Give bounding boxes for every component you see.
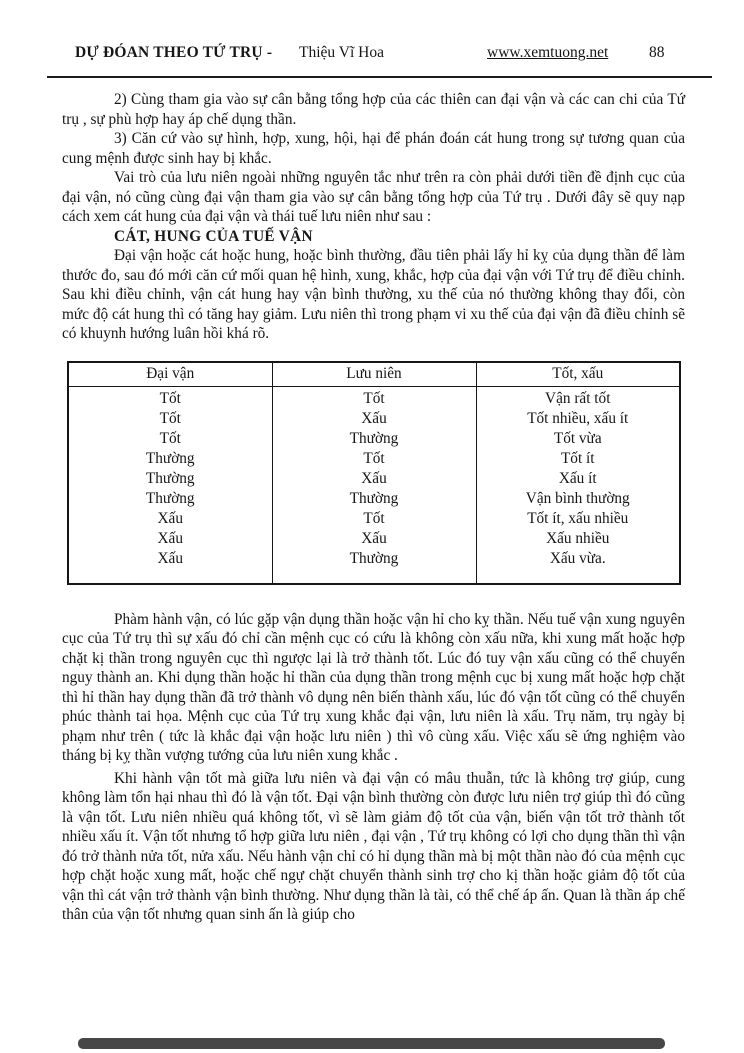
website-link[interactable]: www.xemtuong.net xyxy=(487,44,609,61)
table-row xyxy=(68,489,680,509)
table-header-row xyxy=(68,362,680,387)
table-cell: Thường xyxy=(272,429,476,449)
section-heading: CÁT, HUNG CỦA TUẾ VẬN xyxy=(114,227,313,245)
paragraph-pham-hanh-van: Phàm hành vận, có lúc gặp vận dụng thần hoặc vận hỉ cho kỵ thần. Nếu tuế vận xung nguyên cục của Tứ trụ thì sự xấu đó chỉ cần mệnh cục có cứu là không còn xấu nữa, khi xung mất hoặc hợp chặt kị thần trong nguyên cục thì ngược lại là trở thành tốt. Lúc đó tuy vận xấu cũng có thể chuyển nguy thành an. Khi dụng thần hoặc hỉ thần của dụng thần trong mệnh cục bị xung mất hoặc hợp chặt thì hỉ thần hay dụng thần đã trở thành vô dụng nên biến thành xấu, lúc đó vận tốt cũng có thể chuyển phúc thành tai họa. Mệnh cục của Tứ trụ xung khắc đại vận, lưu niên là xấu. Trụ năm, trụ ngày bị phạm như trên ( tức là khắc đại vận hoặc lưu niên ) thì vô cùng xấu. Việc xấu sẽ ứng nghiệm vào tháng bị kỵ thần vượng tướng của lưu niên xung khắc . xyxy=(62,610,685,764)
text-column xyxy=(62,90,685,925)
column-header-dai-van: Đại vận xyxy=(68,362,272,387)
paragraph-item-2: 2) Cùng tham gia vào sự cân bằng tổng hợp của các thiên can đại vận và các can chi của Tứ trụ , sự phù hợp hay áp chế dụng thần. xyxy=(62,91,685,128)
table-cell: Xấu xyxy=(68,529,272,549)
paragraph-item-3: 3) Căn cứ vào sự hình, hợp, xung, hội, hại để phán đoán cát hung trong sự tương quan của cung mệnh được sinh hay bị khắc. xyxy=(62,130,685,167)
page-number: 88 xyxy=(649,44,665,61)
book-title: DỰ ĐÓAN THEO TỨ TRỤ - xyxy=(75,44,273,61)
paragraph-khi-hanh-van: Khi hành vận tốt mà giữa lưu niên và đại vận có mâu thuẫn, tức là không trợ giúp, cung không làm tổn hại nhau thì đó là vận tốt. Đại vận bình thường còn được lưu niên trợ giúp thì đó cũng là vận tốt. Lưu niên nhiều quá không tốt, vì sẽ làm giảm độ tốt của vận, biến vận tốt trở thành tốt nhiều xấu ít. Vận tốt nhưng tổ hợp giữa lưu niên , đại vận , Tứ trụ không có lợi cho dụng thần thì vận đó trở thành nửa tốt, nửa xấu. Nếu hành vận chỉ có hỉ dụng thần mà bị một thần nào đó của mệnh cục hợp chặt hoặc xung mất, hoặc chế ngự chặt chuyển thành sinh trợ cho kị thần hoặc giảm độ tốt của vận thì cát vận trở thành vận bình thường. Như dụng thần là tài, có thể chế áp ấn. Quan là thần áp chế thân của vận tốt nhưng quan sinh ấn là giúp cho xyxy=(62,769,685,923)
table-cell: Xấu ít xyxy=(476,469,680,489)
table-cell: Thường xyxy=(68,469,272,489)
page-header xyxy=(0,44,744,64)
table-cell: Tốt ít, xấu nhiều xyxy=(476,509,680,529)
table-cell: Tốt ít xyxy=(476,449,680,469)
column-header-luu-nien: Lưu niên xyxy=(272,362,476,387)
table-row xyxy=(68,429,680,449)
tue-van-table xyxy=(67,361,681,585)
column-header-tot-xau: Tốt, xấu xyxy=(476,362,680,387)
tue-van-table-body xyxy=(68,386,680,584)
table-cell: Tốt xyxy=(68,386,272,409)
table-cell: Tốt xyxy=(68,429,272,449)
table-cell: Tốt xyxy=(272,386,476,409)
table-cell: Thường xyxy=(272,549,476,584)
table-row xyxy=(68,529,680,549)
paragraph-luu-nien: Vai trò của lưu niên ngoài những nguyên tắc như trên ra còn phải dưới tiền đề định cục của đại vận, nó cũng cùng đại vận tham gia vào sự cân bằng tổng hợp của Tứ trụ . Dưới đây sẽ quy nạp cách xem cát hung của đại vận và thái tuế lưu niên như sau : xyxy=(62,169,685,225)
tue-van-table-head xyxy=(68,362,680,387)
table-cell: Xấu xyxy=(68,509,272,529)
table-cell: Xấu vừa. xyxy=(476,549,680,584)
table-row xyxy=(68,386,680,409)
table-cell: Thường xyxy=(272,489,476,509)
table-row xyxy=(68,409,680,429)
table-cell: Xấu xyxy=(272,469,476,489)
table-cell: Tốt vừa xyxy=(476,429,680,449)
table-cell: Xấu xyxy=(272,409,476,429)
table-cell: Tốt xyxy=(272,449,476,469)
table-row xyxy=(68,549,680,584)
table-cell: Xấu xyxy=(68,549,272,584)
table-row xyxy=(68,449,680,469)
table-cell: Thường xyxy=(68,489,272,509)
table-cell: Vận rất tốt xyxy=(476,386,680,409)
table-cell: Tốt nhiều, xấu ít xyxy=(476,409,680,429)
table-cell: Tốt xyxy=(68,409,272,429)
paragraph-dai-van: Đại vận hoặc cát hoặc hung, hoặc bình thường, đầu tiên phải lấy hỉ kỵ của dụng thần để làm thước đo, sau đó mới căn cứ mối quan hệ hình, xung, khắc, hợp của đại vận với Tứ trụ để điều chỉnh. Sau khi điều chỉnh, vận cát hung hay vận bình thường, xu thế của nó thường không thay đổi, còn mức độ cát hung thì có tăng hay giảm. Lưu niên thì trong phạm vi xu thế của đại vận đã điều chỉnh sẽ có khuynh hướng luân hồi khá rõ. xyxy=(62,247,685,342)
header-divider xyxy=(47,76,712,78)
table-cell: Xấu nhiều xyxy=(476,529,680,549)
table-row xyxy=(68,469,680,489)
table-cell: Xấu xyxy=(272,529,476,549)
table-row xyxy=(68,509,680,529)
table-cell: Thường xyxy=(68,449,272,469)
home-indicator-bar[interactable] xyxy=(78,1038,665,1049)
table-cell: Tốt xyxy=(272,509,476,529)
table-cell: Vận bình thường xyxy=(476,489,680,509)
author-name: Thiệu Vĩ Hoa xyxy=(299,44,384,61)
